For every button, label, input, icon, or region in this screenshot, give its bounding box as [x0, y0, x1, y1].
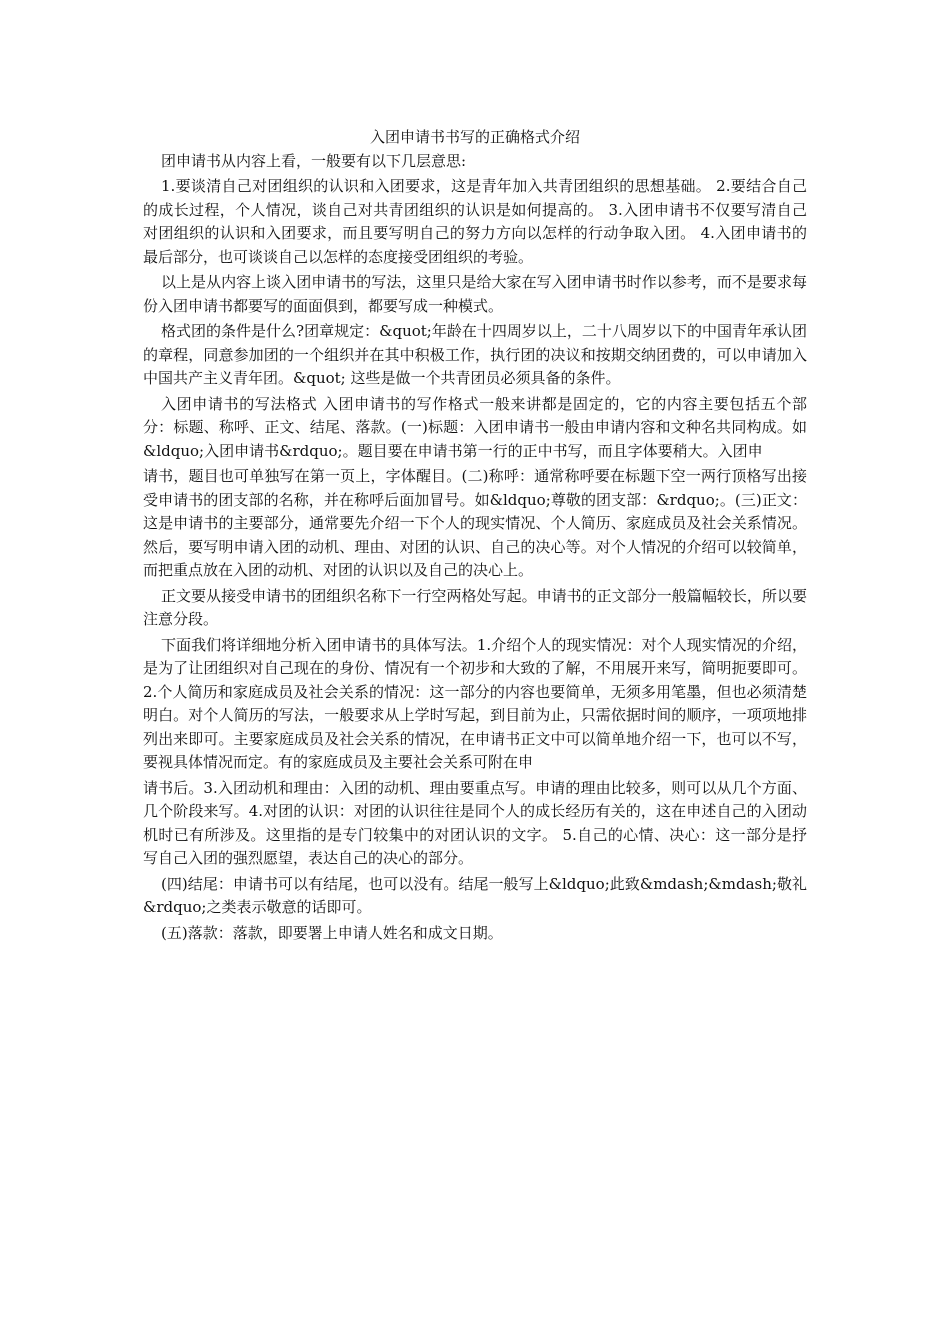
paragraph-format-continued: 请书，题目也可单独写在第一页上，字体醒目。(二)称呼：通常称呼要在标题下空一两行顶格写出接受申请书的团支部的名称，并在称呼后面加冒号。如&ldquo;尊敬的团支部：&rdquo;。(三)正文：这是申请书的主要部分，通常要先介绍一下个人的现实情况、个人简历、家庭成员及社会关系情况。然后，要写明申请入团的动机、理由、对团的认识、自己的决心等。对个人情况的介绍可以较简单，而把重点放在入团的动机、对团的认识以及自己的决心上。	[143, 467, 807, 579]
document-body	[143, 126, 807, 947]
paragraph-ending: (四)结尾：申请书可以有结尾，也可以没有。结尾一般写上&ldquo;此致&mdash;&mdash;敬礼&rdquo;之类表示敬意的话即可。	[143, 874, 807, 916]
paragraph-reference-note: 以上是从内容上谈入团申请书的写法，这里只是给大家在写入团申请书时作以参考，而不是要求每份入团申请书都要写的面面俱到，都要写成一种模式。	[143, 273, 807, 315]
paragraph-conditions: 格式团的条件是什么?团章规定：&quot;年龄在十四周岁以上，二十八周岁以下的中国青年承认团的章程，同意参加团的一个组织并在其中积极工作，执行团的决议和按期交纳团费的，可以申请加入中国共产主义青年团。&quot; 这些是做一个共青团员必须具备的条件。	[143, 322, 807, 387]
paragraph-signature: (五)落款：落款，即要署上申请人姓名和成文日期。	[161, 923, 503, 942]
paragraph-format: 入团申请书的写法格式 入团申请书的写作格式一般来讲都是固定的，它的内容主要包括五个部分：标题、称呼、正文、结尾、落款。(一)标题：入团申请书一般由申请内容和文种名共同构成。如&ldquo;入团申请书&rdquo;。题目要在申请书第一行的正中书写，而且字体要稍大。入团申	[143, 394, 807, 460]
paragraph-detailed-analysis-continued: 请书后。3.入团动机和理由：入团的动机、理由要重点写。申请的理由比较多，则可以从几个方面、几个阶段来写。4.对团的认识：对团的认识往往是同个人的成长经历有关的，这在申述自己的入团动机时已有所涉及。这里指的是专门较集中的对团认识的文字。 5.自己的心情、决心：这一部分是抒写自己入团的强烈愿望，表达自己的决心的部分。	[143, 778, 807, 867]
paragraph-body-start: 正文要从接受申请书的团组织名称下一行空两格处写起。申请书的正文部分一般篇幅较长，所以要注意分段。	[143, 586, 807, 628]
paragraph-detailed-analysis: 下面我们将详细地分析入团申请书的具体写法。1.介绍个人的现实情况：对个人现实情况的介绍，是为了让团组织对自己现在的身份、情况有一个初步和大致的了解，不用展开来写，简明扼要即可。2.个人简历和家庭成员及社会关系的情况：这一部分的内容也要简单，无须多用笔墨，但也必须清楚明白。对个人简历的写法，一般要求从上学时写起，到目前为止，只需依据时间的顺序，一项项地排列出来即可。主要家庭成员及社会关系的情况，在申请书正文中可以简单地介绍一下，也可以不写，要视具体情况而定。有的家庭成员及主要社会关系可附在申	[143, 635, 807, 771]
paragraph-intro: 团申请书从内容上看，一般要有以下几层意思:	[161, 151, 467, 170]
document-title: 入团申请书书写的正确格式介绍	[369, 128, 580, 146]
paragraph-points: 1.要谈清自己对团组织的认识和入团要求，这是青年加入共青团组织的思想基础。 2.要结合自己的成长过程，个人情况，谈自己对共青团组织的认识是如何提高的。 3.入团申请书不仅要写清自己对团组织的认识和入团要求，而且要写明自己的努力方向以怎样的行动争取入团。 4.入团申请书的最后部分，也可谈谈自己以怎样的态度接受团组织的考验。	[143, 177, 807, 266]
